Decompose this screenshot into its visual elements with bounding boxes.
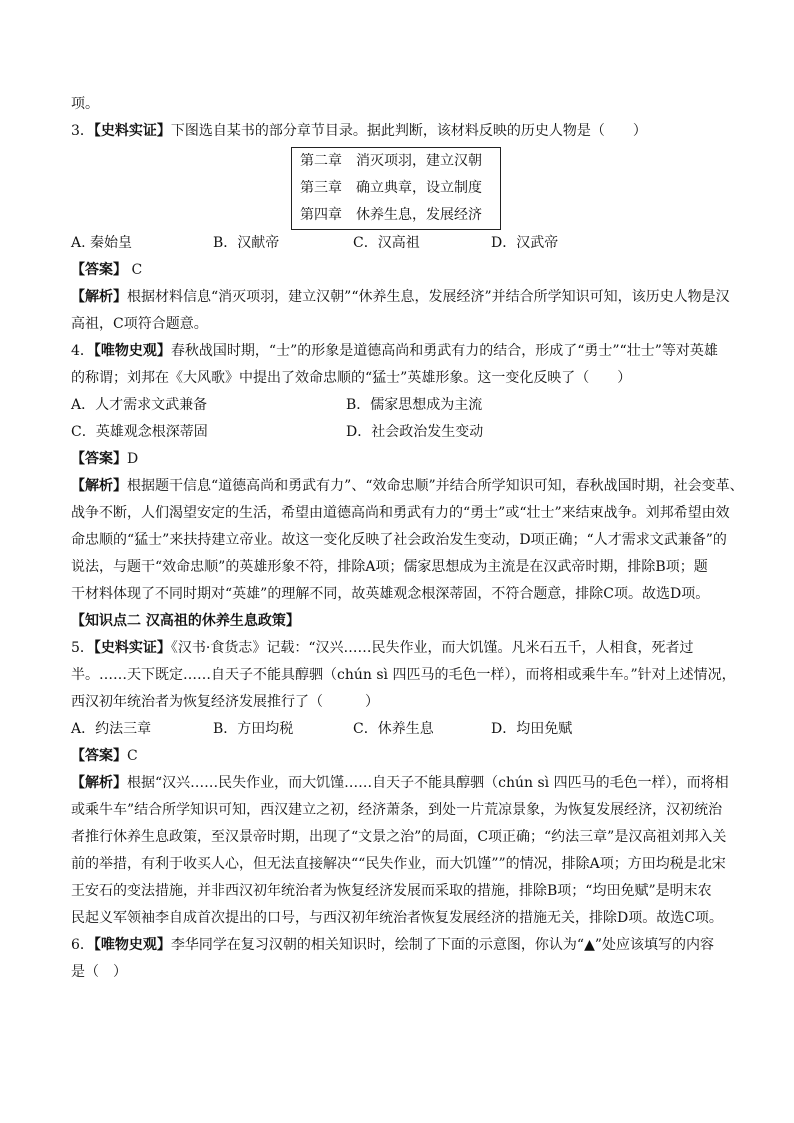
analysis-label: 【解析】 xyxy=(71,478,127,494)
question-4-analysis-line xyxy=(71,473,744,500)
question-5-analysis-line: 前的举措，有利于收买人心，但无法直接解决““民失作业，而大饥馑””的情况，排除A项；方田均税是北宋 xyxy=(71,856,726,872)
question-5-analysis-line: 或乘牛车”结合所学知识可知，西汉建立之初，经济萧条，到处一片荒凉景象，为恢复发展经济，汉初统治 xyxy=(71,802,723,818)
toc-row: 第四章 休养生息，发展经济 xyxy=(300,207,482,223)
question-4-analysis-line: 说法，与题干“效命忠顺”的英雄形象不符，排除A项；儒家思想成为主流是在汉武帝时期，排除B项；题 xyxy=(71,559,708,575)
question-3-analysis-line: 高祖，C项符合题意。 xyxy=(71,316,208,332)
question-text: 《汉书·食货志》记载：“汉兴……民失作业，而大饥馑。凡米石五千，人相食，死者过 xyxy=(170,640,694,656)
question-5-analysis-line: 王安石的变法措施，并非西汉初年统治者为恢复经济发展而采取的措施，排除B项；“均田免赋”是明末农 xyxy=(71,883,712,899)
option-d: D．汉武帝 xyxy=(491,235,559,251)
toc-row: 第三章 确立典章，设立制度 xyxy=(300,180,482,196)
option-d: D．社会政治发生变动 xyxy=(346,424,484,440)
analysis-text: 根据材料信息“消灭项羽，建立汉朝”“休养生息，发展经济”并结合所学知识可知，该历史人物是汉 xyxy=(127,289,730,305)
option-d: D．均田免赋 xyxy=(491,721,573,737)
answer-label: 【答案】 xyxy=(71,262,127,278)
question-number: 5． xyxy=(71,640,94,656)
option-b: B．汉献帝 xyxy=(213,235,280,251)
option-b: B．儒家思想成为主流 xyxy=(346,397,483,413)
question-5-answer xyxy=(71,743,723,770)
continuation-line: 项。 xyxy=(71,96,99,112)
analysis-text: 根据“汉兴……民失作业，而大饥馑……自天子不能具醇驷（chún sì 四匹马的毛色一样），而将相 xyxy=(127,775,729,791)
question-5-stem-line: 西汉初年统治者为恢复经济发展推行了（ ） xyxy=(71,694,379,710)
question-5-analysis-line: 民起义军领袖李自成首次提出的口号，与西汉初年统治者恢复发展经济的措施无关，排除D项。故选C项。 xyxy=(71,910,723,926)
section-title: 【知识点二 汉高祖的休养生息政策】 xyxy=(71,613,300,629)
answer-value: C xyxy=(131,262,143,278)
question-5-analysis-line xyxy=(71,770,729,797)
question-number: 6． xyxy=(71,937,94,953)
question-tag: 【史料实证】 xyxy=(93,640,171,656)
answer-value: C xyxy=(127,748,138,764)
question-text: 李华同学在复习汉朝的相关知识时，绘制了下面的示意图，你认为“▲”处应该填写的内容 xyxy=(170,937,715,953)
question-tag: 【唯物史观】 xyxy=(93,937,171,953)
question-4-analysis-line: 命忠顺的“猛士”来扶持建立帝业。故这一变化反映了社会政治发生变动，D项正确；“人才需求文武兼备”的 xyxy=(71,532,727,548)
question-4-analysis-line: 干材料体现了不同时期对“英雄”的理解不同，故英雄观念根深蒂固，不符合题意，排除C项。故选D项。 xyxy=(71,586,710,602)
question-number: 3． xyxy=(71,123,94,139)
analysis-label: 【解析】 xyxy=(71,775,127,791)
toc-table xyxy=(291,147,501,230)
question-3-options xyxy=(71,230,723,257)
option-b: B．方田均税 xyxy=(213,721,294,737)
analysis-label: 【解析】 xyxy=(71,289,127,305)
toc-row: 第二章 消灭项羽，建立汉朝 xyxy=(300,153,482,169)
question-6-stem xyxy=(71,932,723,959)
answer-label: 【答案】 xyxy=(71,748,127,764)
question-4-analysis-line: 战争不断，人们渴望安定的生活，希望由道德高尚和勇武有力的“勇士”或“壮士”来结束战争。刘邦希望由效 xyxy=(71,505,730,521)
question-4-options xyxy=(71,392,723,446)
question-4-stem-line: 的称谓；刘邦在《大风歌》中提出了效命忠顺的“猛士”英雄形象。这一变化反映了（ ） xyxy=(71,370,632,386)
option-c: C．汉高祖 xyxy=(353,235,420,251)
question-5-options xyxy=(71,716,723,743)
question-3-stem xyxy=(71,118,723,145)
option-a: A．约法三章 xyxy=(71,721,152,737)
question-number: 4． xyxy=(71,343,94,359)
analysis-text: 根据题干信息“道德高尚和勇武有力”、“效命忠顺”并结合所学知识可知，春秋战国时期，社会变革、 xyxy=(127,478,744,494)
answer-value: D xyxy=(127,451,139,467)
option-c: C．休养生息 xyxy=(353,721,434,737)
question-6-stem-line: 是（ ） xyxy=(71,964,127,980)
question-3-answer xyxy=(71,257,723,284)
option-a: A．人才需求文武兼备 xyxy=(71,397,208,413)
question-text: 春秋战国时期，“士”的形象是道德高尚和勇武有力的结合，形成了“勇士”“壮士”等对英雄 xyxy=(170,343,718,359)
question-text: 下图选自某书的部分章节目录。据此判断，该材料反映的历史人物是（ ） xyxy=(170,123,647,139)
question-3-analysis-line xyxy=(71,284,730,311)
question-5-analysis-line: 者推行休养生息政策，至汉景帝时期，出现了“文景之治”的局面，C项正确；“约法三章”是汉高祖刘邦入关 xyxy=(71,829,727,845)
option-c: C．英雄观念根深蒂固 xyxy=(71,424,208,440)
option-a: A. 秦始皇 xyxy=(71,235,133,251)
question-4-stem xyxy=(71,338,723,365)
question-4-answer xyxy=(71,446,723,473)
answer-label: 【答案】 xyxy=(71,451,127,467)
question-5-stem-line: 半。……天下既定……自天子不能具醇驷（chún sì 四匹马的毛色一样），而将相或乘牛车。”针对上述情况， xyxy=(71,667,736,683)
question-tag: 【唯物史观】 xyxy=(93,343,171,359)
question-tag: 【史料实证】 xyxy=(93,123,171,139)
question-5-stem xyxy=(71,635,723,662)
document-page xyxy=(71,91,744,986)
